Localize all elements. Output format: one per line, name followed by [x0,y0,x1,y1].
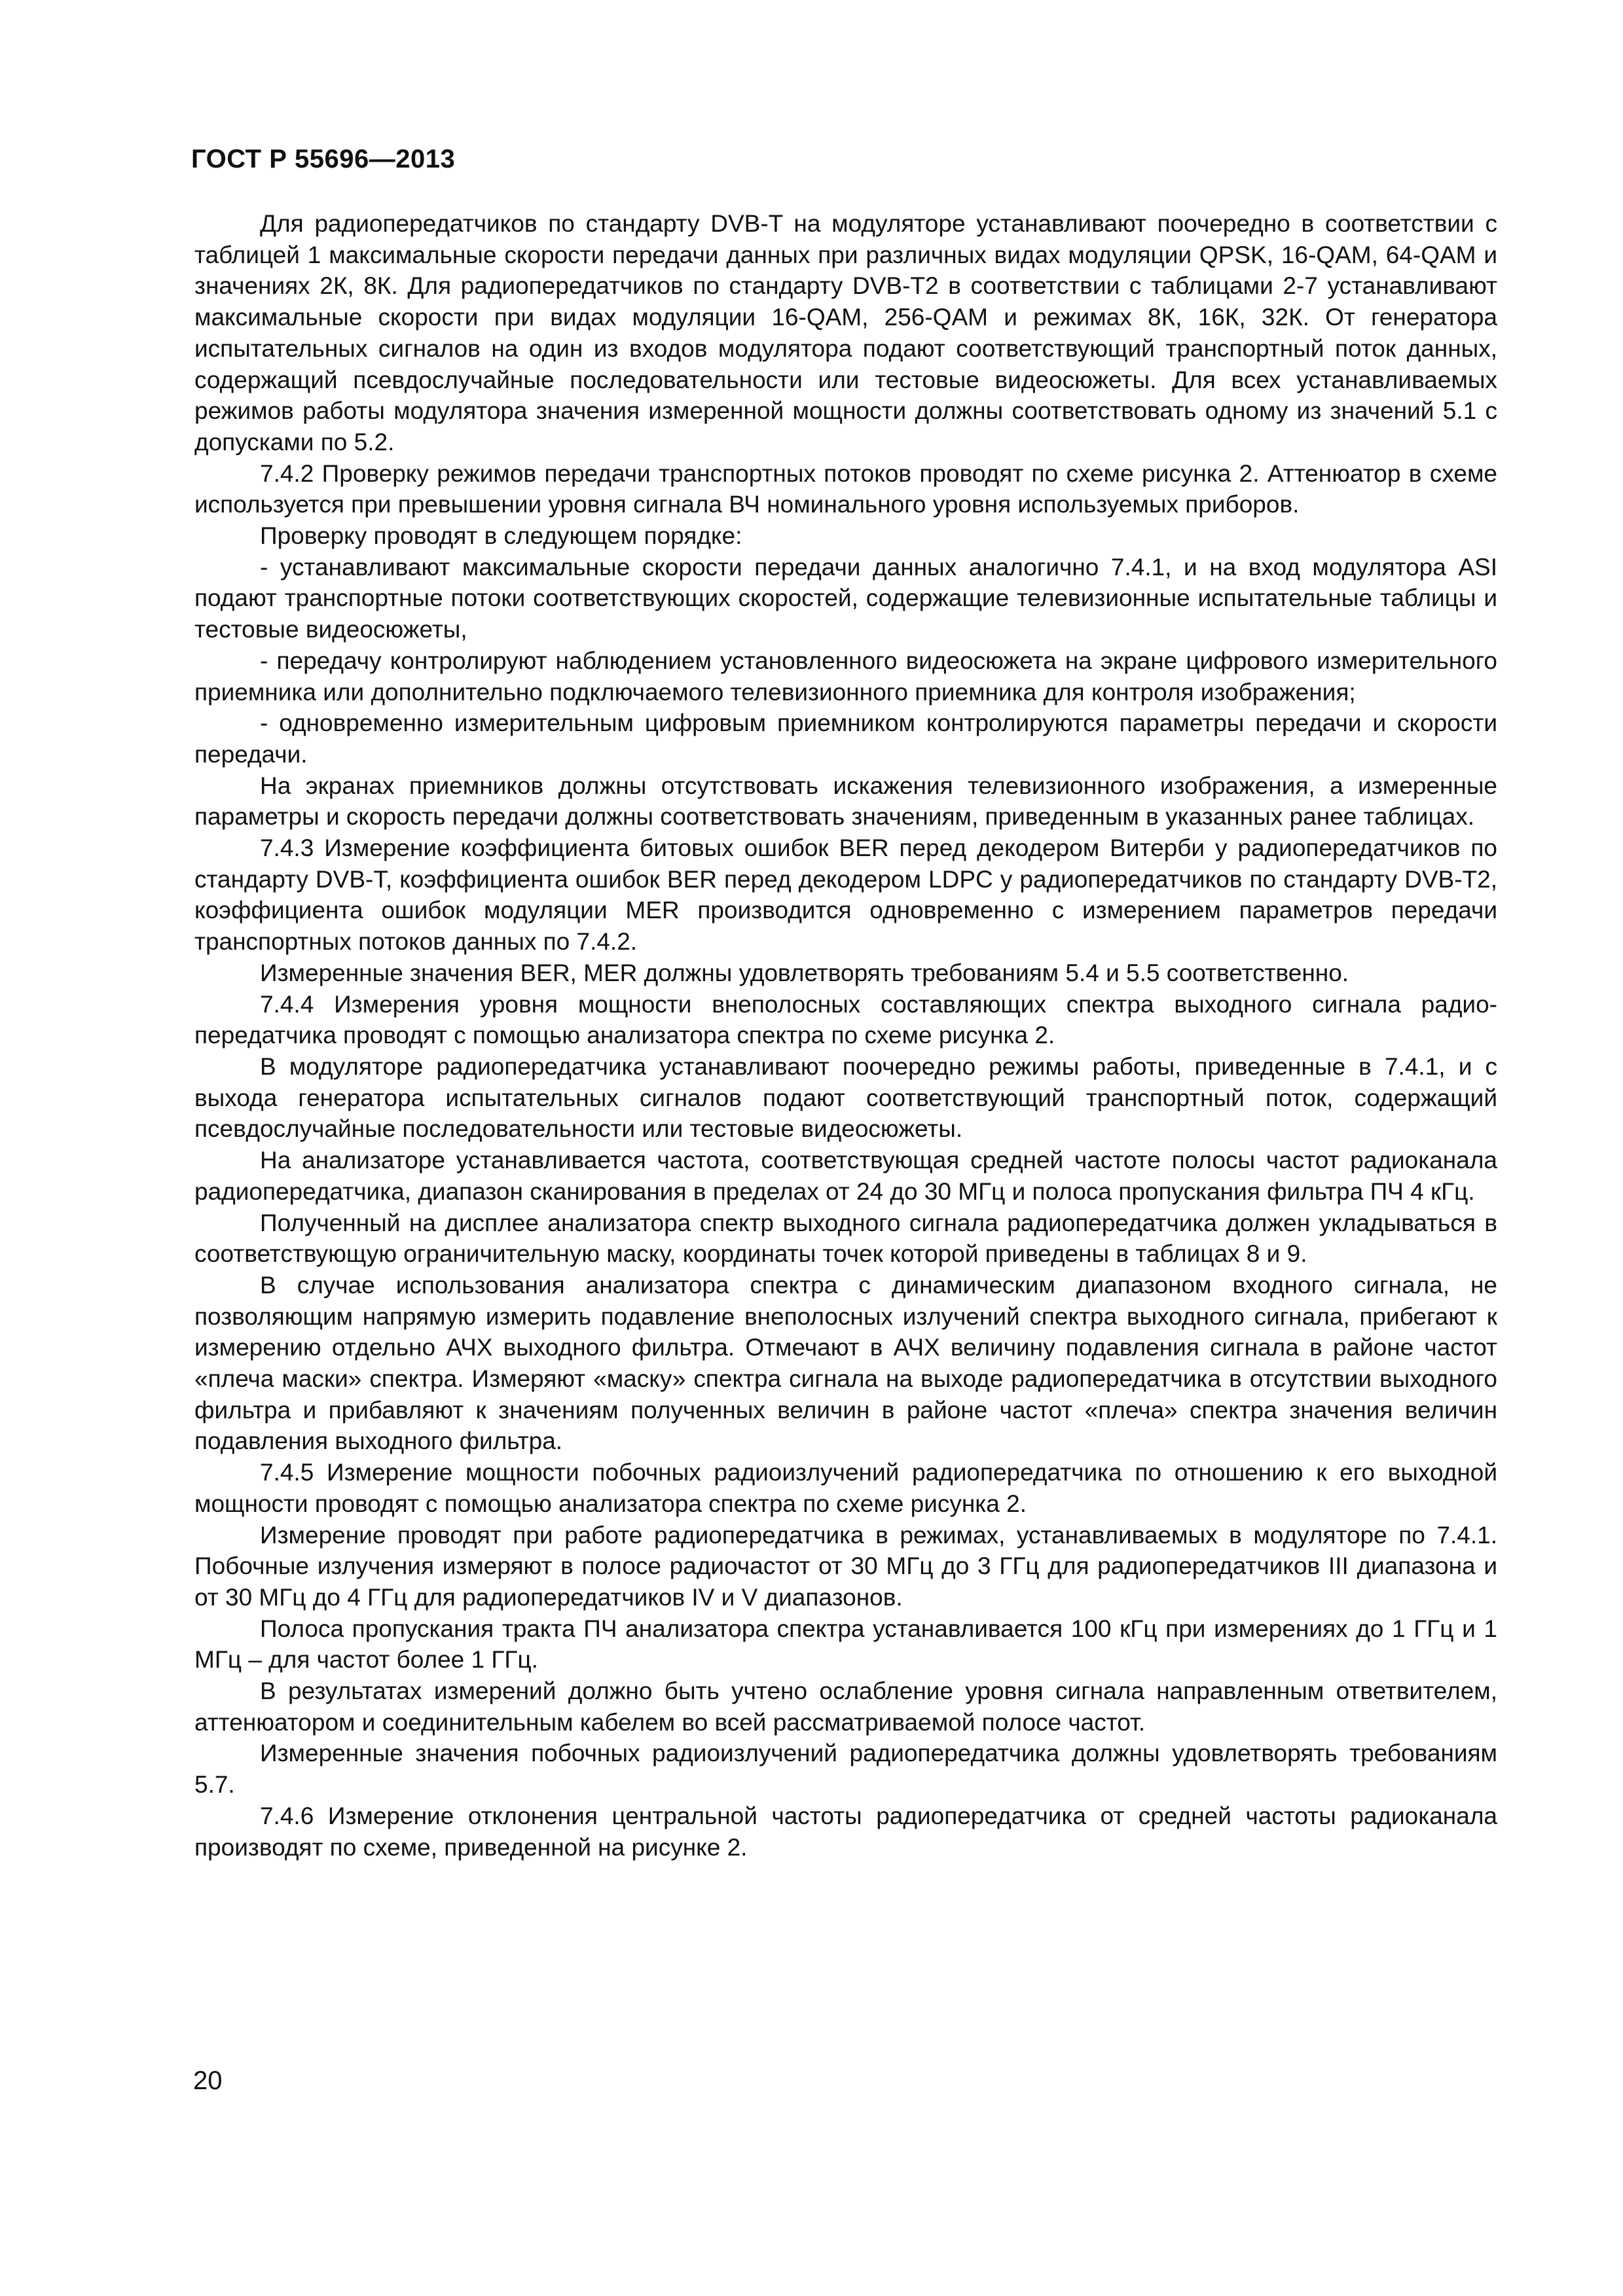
paragraph-analyzer-settings: На анализаторе устанавливается частота, соответствующая средней частоте полосы частот радиоканала радиопередатчика, диапазон сканирования в пределах от 24 до 30 МГц и полоса пропускания фильтра ПЧ 4 кГц. [194,1147,1497,1205]
list-item-receiver-control: - одновременно измерительным цифровым приемником контролируются параметры передачи и скорости передачи. [194,709,1497,768]
paragraph-check-order: Проверку проводят в следующем порядке: [260,522,742,550]
list-item-max-rates: - устанавливают максимальные скорости передачи данных аналогично 7.4.1, и на вход модулятора ASI подают транспортные потоки соответствующих скоростей, содержащие телевизионные испытательные таблицы и тестовые видеосюжеты, [194,553,1497,643]
paragraph-spectrum-mask: Полученный на дисплее анализатора спектр выходного сигнала радиопередатчика должен укладываться в соответствующую ограничительную маску, координаты точек которой приведены в таблицах 8 и 9. [194,1209,1497,1268]
document-header: ГОСТ Р 55696—2013 [191,145,456,173]
paragraph-7-4-2: 7.4.2 Проверку режимов передачи транспортных потоков проводят по схеме рисунка 2. Аттенюатор в схеме используется при превышении уровня сигнала ВЧ номинального уровня используемых приборов. [194,459,1497,518]
page-number: 20 [193,2066,223,2095]
paragraph-7-4-6: 7.4.6 Измерение отклонения центральной частоты радиопередатчика от средней частоты радиоканала производят по схеме, приведенной на рисунке 2. [194,1802,1497,1861]
paragraph-attenuation: В результатах измерений должно быть учтено ослабление уровня сигнала направленным ответвителем, аттенюатором и соединительным кабелем во всей рассматриваемой полосе частот. [194,1677,1497,1736]
paragraph-7-4-4: 7.4.4 Измерения уровня мощности внеполосных составляющих спектра выходного сигнала радиопередатчика проводят с помощью анализатора спектра по схеме рисунка 2. [194,990,1497,1049]
paragraph-spurious-requirements: Измеренные значения побочных радиоизлучений радиопередатчика должны удовлетворять требованиям 5.7. [194,1740,1497,1799]
paragraph-spurious-bands: Измерение проводят при работе радиопередатчика в режимах, устанавливаемых в модуляторе по 7.4.1. Побочные излучения измеряют в полосе радиочастот от 30 МГц до 3 ГГц для радиопередатчиков III диапазона и от 30 МГц до 4 ГГц для радиопередатчиков IV и V диапазонов. [194,1521,1497,1611]
paragraph-dynamic-range: В случае использования анализатора спектра с динамическим диапазоном входного сигнала, не позволяющим напрямую измерить подавление внеполосных излучений спектра выходного сигнала, прибегают к измерению отдельно АЧХ выходного фильтра. Отмечают в АЧХ величину подавления сигнала в районе частот «плеча маски» спектра. Измеряют «маску» спектра сигнала на выходе радиопередатчика в отсутствии выходного фильтра и прибавляют к значениям полученных величин в районе частот «плеча» спектра значения величин подавления выходного фильтра. [194,1271,1497,1455]
paragraph-dvb-modes: Для радиопередатчиков по стандарту DVB-T на модуляторе устанавливают поочередно в соответствии с таблицей 1 максимальные скорости передачи данных при различных видах модуляции QPSK, 16-QAM, 64-QAM и значениях 2К, 8К. Для радиопередатчиков по стандарту DVB-T2 в соответствии с таблицами 2-7 устанавливают максимальные скорости при видах модуляции 16-QAM, 256-QAM и режимах 8К, 16К, 32К. От генератора испытательных сигналов на один из входов модулятора подают соответствующий транспортный поток данных, содержащий псевдослучайные последовательности или тестовые видеосюжеты. Для всех устанавливаемых режимов работы модулятора значения измеренной мощности должны соответствовать одному из значений 5.1 с допусками по 5.2. [194,210,1497,456]
document-body [194,208,1497,2041]
paragraph-7-4-3: 7.4.3 Измерение коэффициента битовых ошибок BER перед декодером Витерби у радиопередатчиков по стандарту DVB-T, коэффициента ошибок BER перед декодером LDPC у радиопередатчиков по стандарту DVB-T2, коэффициента ошибок модуляции MER производится одновременно с измерением параметров передачи транспортных потоков данных по 7.4.2. [194,834,1497,956]
paragraph-modulator-modes: В модуляторе радиопередатчика устанавливают поочередно режимы работы, приведенные в 7.4.1, и с выхода генератора испытательных сигналов подают соответствующий транспортный поток, содержащий псевдослучайные последовательности или тестовые видеосюжеты. [194,1052,1497,1143]
paragraph-if-bandwidth: Полоса пропускания тракта ПЧ анализатора спектра устанавливается 100 кГц при измерениях до 1 ГГц и 1 МГц – для частот более 1 ГГц. [194,1615,1497,1674]
paragraph-ber-mer-requirements: Измеренные значения BER, MER должны удовлетворять требованиям 5.4 и 5.5 соответственно. [260,959,1349,986]
list-item-video-control: - передачу контролируют наблюдением установленного видеосюжета на экране цифрового измерительного приемника или дополнительно подключаемого телевизионного приемника для контроля изображения; [194,647,1497,706]
paragraph-no-distortion: На экранах приемников должны отсутствовать искажения телевизионного изображения, а измеренные параметры и скорость передачи должны соответствовать значениям, приведенным в указанных ранее таблицах. [194,772,1497,831]
paragraph-7-4-5: 7.4.5 Измерение мощности побочных радиоизлучений радиопередатчика по отношению к его выходной мощности проводят с помощью анализатора спектра по схеме рисунка 2. [194,1459,1497,1517]
